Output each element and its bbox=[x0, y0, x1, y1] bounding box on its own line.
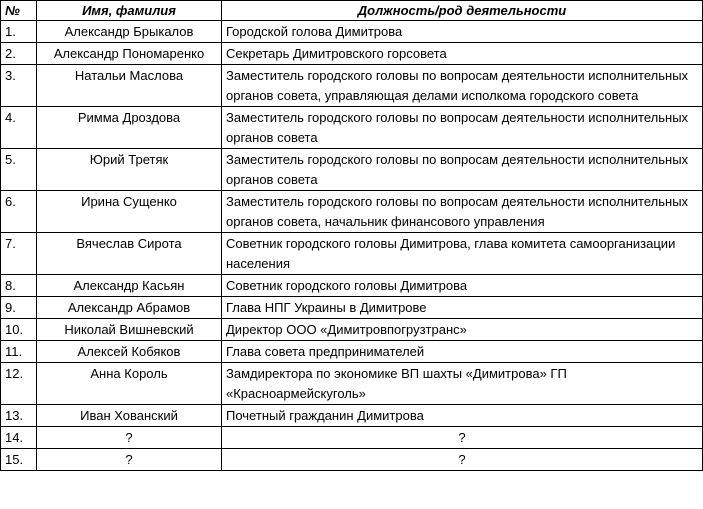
person-name: ? bbox=[37, 449, 222, 471]
person-name: Александр Абрамов bbox=[37, 297, 222, 319]
row-number: 9. bbox=[1, 297, 37, 319]
header-row bbox=[1, 1, 703, 21]
header-number: № bbox=[1, 1, 37, 21]
person-name: Алексей Кобяков bbox=[37, 341, 222, 363]
table-row bbox=[1, 405, 703, 427]
person-position: Замдиректора по экономике ВП шахты «Димитрова» ГП «Красноармейскуголь» bbox=[222, 363, 703, 405]
header-name: Имя, фамилия bbox=[37, 1, 222, 21]
person-position: Заместитель городского головы по вопросам деятельности исполнительных органов совета, начальник финансового управления bbox=[222, 191, 703, 233]
table-row bbox=[1, 427, 703, 449]
row-number: 10. bbox=[1, 319, 37, 341]
table-row bbox=[1, 107, 703, 149]
person-name: Юрий Третяк bbox=[37, 149, 222, 191]
person-name: Анна Король bbox=[37, 363, 222, 405]
person-position: Заместитель городского головы по вопросам деятельности исполнительных органов совета bbox=[222, 107, 703, 149]
person-position: Секретарь Димитровского горсовета bbox=[222, 43, 703, 65]
header-position: Должность/род деятельности bbox=[222, 1, 703, 21]
row-number: 6. bbox=[1, 191, 37, 233]
person-name: Николай Вишневский bbox=[37, 319, 222, 341]
person-name: Иван Хованский bbox=[37, 405, 222, 427]
person-name: Александр Касьян bbox=[37, 275, 222, 297]
row-number: 4. bbox=[1, 107, 37, 149]
person-position: Почетный гражданин Димитрова bbox=[222, 405, 703, 427]
person-position: Глава совета предпринимателей bbox=[222, 341, 703, 363]
row-number: 1. bbox=[1, 21, 37, 43]
row-number: 14. bbox=[1, 427, 37, 449]
person-position: ? bbox=[222, 427, 703, 449]
person-name: ? bbox=[37, 427, 222, 449]
person-name: Вячеслав Сирота bbox=[37, 233, 222, 275]
table-row bbox=[1, 341, 703, 363]
row-number: 12. bbox=[1, 363, 37, 405]
table-row bbox=[1, 233, 703, 275]
table-row bbox=[1, 319, 703, 341]
person-position: Советник городского головы Димитрова bbox=[222, 275, 703, 297]
row-number: 5. bbox=[1, 149, 37, 191]
person-name: Александр Пономаренко bbox=[37, 43, 222, 65]
person-name: Александр Брыкалов bbox=[37, 21, 222, 43]
table-row bbox=[1, 275, 703, 297]
row-number: 15. bbox=[1, 449, 37, 471]
person-position: Городской голова Димитрова bbox=[222, 21, 703, 43]
table-row bbox=[1, 449, 703, 471]
person-position: Директор ООО «Димитровпогрузтранс» bbox=[222, 319, 703, 341]
row-number: 11. bbox=[1, 341, 37, 363]
person-position: Глава НПГ Украины в Димитрове bbox=[222, 297, 703, 319]
person-position: Заместитель городского головы по вопросам деятельности исполнительных органов совета, управляющая делами исполкома городского совета bbox=[222, 65, 703, 107]
row-number: 7. bbox=[1, 233, 37, 275]
table-row bbox=[1, 191, 703, 233]
row-number: 13. bbox=[1, 405, 37, 427]
person-position: Советник городского головы Димитрова, глава комитета самоорганизации населения bbox=[222, 233, 703, 275]
person-position: Заместитель городского головы по вопросам деятельности исполнительных органов совета bbox=[222, 149, 703, 191]
table-row bbox=[1, 149, 703, 191]
row-number: 2. bbox=[1, 43, 37, 65]
table-row bbox=[1, 65, 703, 107]
table-row bbox=[1, 43, 703, 65]
table-row bbox=[1, 363, 703, 405]
row-number: 3. bbox=[1, 65, 37, 107]
table-row bbox=[1, 297, 703, 319]
person-position: ? bbox=[222, 449, 703, 471]
row-number: 8. bbox=[1, 275, 37, 297]
table-row bbox=[1, 21, 703, 43]
table-body bbox=[1, 21, 703, 471]
person-name: Натальи Маслова bbox=[37, 65, 222, 107]
person-name: Ирина Сущенко bbox=[37, 191, 222, 233]
person-name: Римма Дроздова bbox=[37, 107, 222, 149]
